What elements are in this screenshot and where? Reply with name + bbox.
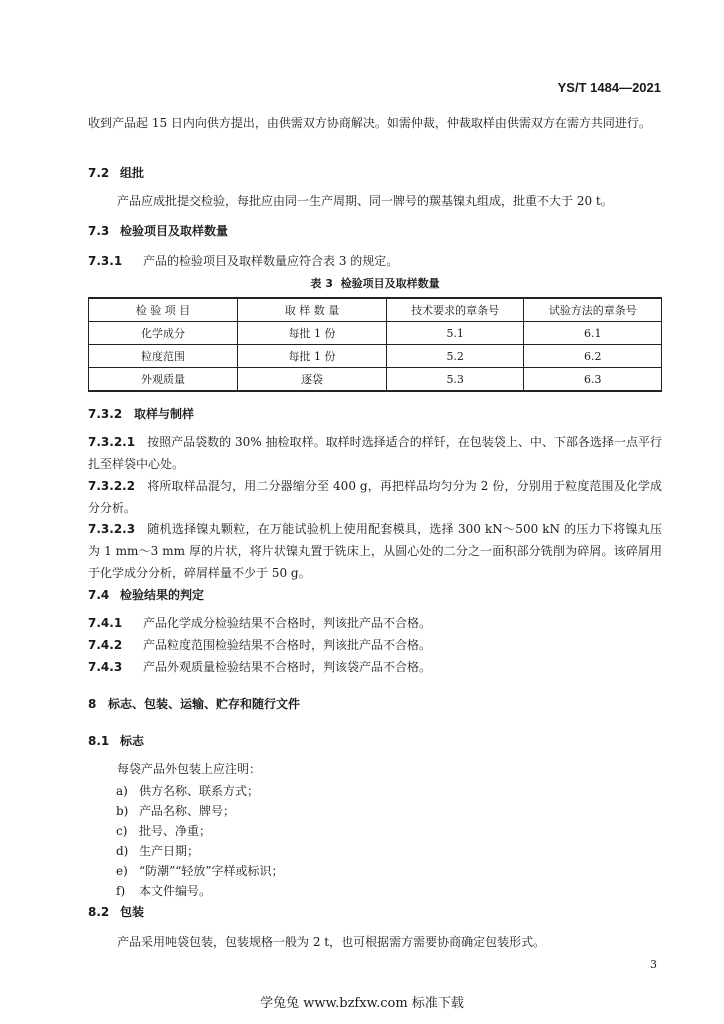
clause-number: 7.4.2 xyxy=(88,638,123,652)
list-item xyxy=(116,841,284,861)
list-item-text: 本文件编号。 xyxy=(139,884,212,898)
heading-8-2 xyxy=(88,902,662,922)
table-caption-number: 表 3 xyxy=(310,277,333,290)
list-marker: f) xyxy=(116,884,126,898)
table-cell: 逐袋 xyxy=(237,368,386,392)
table-header-row xyxy=(89,298,662,322)
heading-7-2 xyxy=(88,163,662,183)
clause-text: 产品外观质量检验结果不合格时，判该袋产品不合格。 xyxy=(143,660,432,674)
heading-7-3-2 xyxy=(88,404,662,424)
column-header: 取 样 数 量 xyxy=(237,298,386,322)
heading-number: 8.1 xyxy=(88,734,110,748)
table-cell: 5.2 xyxy=(386,345,524,368)
clause-7-3-1 xyxy=(88,251,662,271)
clause-number: 7.4.3 xyxy=(88,660,123,674)
marking-list xyxy=(116,781,284,901)
table-row xyxy=(89,322,662,345)
clause-text: 按照产品袋数的 30% 抽检取样。取样时选择适合的样钎，在包装袋上、中、下部各选择一点平行扎至样袋中心处。 xyxy=(88,435,662,471)
table-row xyxy=(89,368,662,392)
table-cell: 粒度范围 xyxy=(89,345,238,368)
heading-number: 8 xyxy=(88,697,97,711)
table-3-caption xyxy=(88,275,662,291)
heading-title: 检验结果的判定 xyxy=(120,588,205,602)
paragraph-8-1: 每袋产品外包装上应注明： xyxy=(117,762,262,776)
table-cell: 外观质量 xyxy=(89,368,238,392)
heading-number: 7.3 xyxy=(88,224,110,238)
heading-number: 8.2 xyxy=(88,905,110,919)
table-caption-title: 检验项目及取样数量 xyxy=(340,277,440,290)
inspection-items-table xyxy=(88,297,662,392)
heading-7-3 xyxy=(88,221,662,241)
clause-number: 7.4.1 xyxy=(88,616,123,630)
heading-title: 组批 xyxy=(120,166,145,180)
list-marker: e) xyxy=(116,864,128,878)
clause-7-4-1 xyxy=(88,613,662,633)
heading-title: 取样与制样 xyxy=(134,407,195,421)
clause-number: 7.3.2.1 xyxy=(88,435,136,449)
table-row xyxy=(89,345,662,368)
clause-7-3-2-3 xyxy=(88,518,662,584)
clause-text: 产品化学成分检验结果不合格时，判该批产品不合格。 xyxy=(143,616,432,630)
table-cell: 每批 1 份 xyxy=(237,322,386,345)
heading-title: 标志 xyxy=(120,734,145,748)
list-marker: a) xyxy=(116,784,128,798)
page-number: 3 xyxy=(650,958,657,971)
clause-text: 将所取样品混匀，用二分器缩分至 400 g，再把样品均匀分为 2 份，分别用于粒度范围及化学成分分析。 xyxy=(88,479,662,515)
list-item xyxy=(116,881,284,901)
list-item xyxy=(116,781,284,801)
table-cell: 每批 1 份 xyxy=(237,345,386,368)
heading-number: 7.3.2 xyxy=(88,407,123,421)
heading-number: 7.4 xyxy=(88,588,110,602)
list-item-text: 生产日期； xyxy=(139,844,200,858)
table-cell: 5.1 xyxy=(386,322,524,345)
clause-number: 7.3.1 xyxy=(88,254,123,268)
table-cell: 6.3 xyxy=(524,368,662,392)
clause-7-3-2-1 xyxy=(88,431,662,475)
clause-7-4-2 xyxy=(88,635,662,655)
list-item-text: “防潮”“轻放”字样或标识； xyxy=(139,864,284,878)
list-item xyxy=(116,801,284,821)
heading-title: 检验项目及取样数量 xyxy=(120,224,229,238)
column-header: 检 验 项 目 xyxy=(89,298,238,322)
table-cell: 6.1 xyxy=(524,322,662,345)
paragraph-8-2: 产品采用吨袋包装，包装规格一般为 2 t，也可根据需方需要协商确定包装形式。 xyxy=(117,935,546,949)
table-cell: 5.3 xyxy=(386,368,524,392)
intro-paragraph: 收到产品起 15 日内向供方提出，由供需双方协商解决。如需仲裁，仲裁取样由供需双方在需方共同进行。 xyxy=(88,116,651,130)
list-marker: c) xyxy=(116,824,128,838)
heading-8 xyxy=(88,694,662,714)
clause-7-4-3 xyxy=(88,657,662,677)
heading-number: 7.2 xyxy=(88,166,110,180)
paragraph-7-2: 产品应成批提交检验，每批应由同一生产周期、同一牌号的羰基镍丸组成，批重不大于 20 t。 xyxy=(117,194,613,208)
list-item xyxy=(116,821,284,841)
column-header: 试验方法的章条号 xyxy=(524,298,662,322)
list-item xyxy=(116,861,284,881)
heading-title: 包装 xyxy=(120,905,145,919)
clause-number: 7.3.2.2 xyxy=(88,479,136,493)
list-marker: b) xyxy=(116,804,129,818)
heading-7-4 xyxy=(88,585,662,605)
clause-7-3-2-2 xyxy=(88,475,662,519)
footer-watermark-text: 学兔兔 www.bzfxw.com 标准下载 xyxy=(260,996,464,1011)
table-cell: 6.2 xyxy=(524,345,662,368)
list-marker: d) xyxy=(116,844,129,858)
clause-text: 随机选择镍丸颗粒，在万能试验机上使用配套模具，选择 300 kN～500 kN 的压力下将镍丸压为 1 mm～3 mm 厚的片状，将片状镍丸置于铣床上，从圆心处的二分之一面积部分铣削为碎屑。该碎屑用于化学成分分析，碎屑样量不少于 50 g。 xyxy=(88,522,662,580)
clause-text: 产品粒度范围检验结果不合格时，判该批产品不合格。 xyxy=(143,638,432,652)
list-item-text: 产品名称、牌号； xyxy=(139,804,236,818)
heading-8-1 xyxy=(88,731,662,751)
list-item-text: 批号、净重； xyxy=(139,824,212,838)
table-cell: 化学成分 xyxy=(89,322,238,345)
column-header: 技术要求的章条号 xyxy=(386,298,524,322)
heading-title: 标志、包装、运输、贮存和随行文件 xyxy=(108,697,301,711)
standard-number-header: YS/T 1484—2021 xyxy=(557,80,661,95)
list-item-text: 供方名称、联系方式； xyxy=(139,784,260,798)
clause-number: 7.3.2.3 xyxy=(88,522,136,536)
clause-text: 产品的检验项目及取样数量应符合表 3 的规定。 xyxy=(143,254,399,268)
